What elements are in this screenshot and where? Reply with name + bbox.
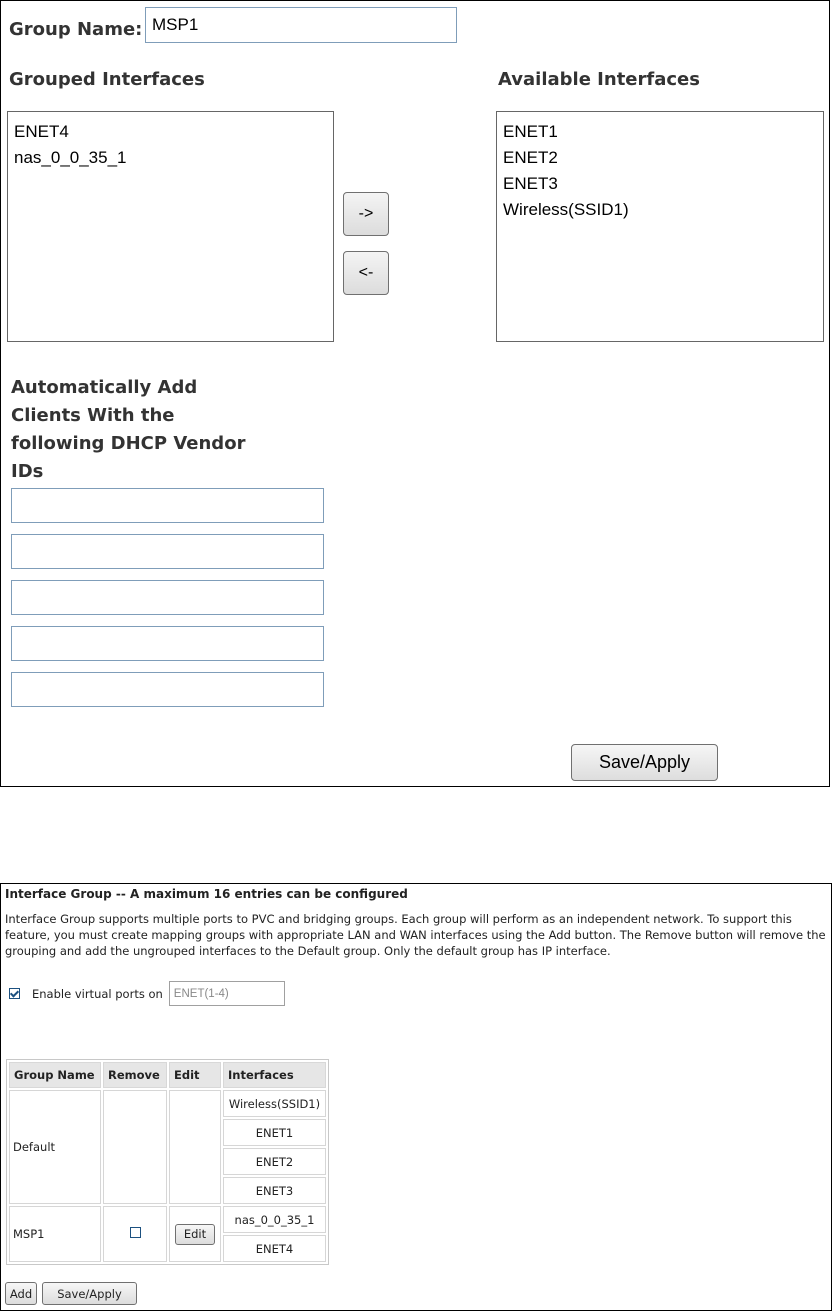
group-name-label: Group Name: xyxy=(9,19,143,40)
available-interfaces-heading: Available Interfaces xyxy=(498,69,700,90)
list-item[interactable]: ENET4 xyxy=(14,122,69,141)
interface-cell: nas_0_0_35_1 xyxy=(223,1206,326,1233)
move-right-button[interactable]: -> xyxy=(343,192,389,236)
interface-cell: ENET2 xyxy=(223,1148,326,1175)
virtual-ports-row xyxy=(9,981,285,1006)
edit-button[interactable]: Edit xyxy=(175,1224,215,1245)
group-name-input[interactable] xyxy=(145,7,457,43)
interface-cell: ENET1 xyxy=(223,1119,326,1146)
group-name-cell: Default xyxy=(9,1090,101,1204)
virtual-ports-input[interactable] xyxy=(169,981,285,1006)
group-name-cell: MSP1 xyxy=(9,1206,101,1262)
list-item[interactable]: ENET3 xyxy=(503,174,558,193)
column-header: Remove xyxy=(103,1062,167,1088)
column-header: Interfaces xyxy=(223,1062,326,1088)
edit-cell xyxy=(169,1090,221,1204)
add-button[interactable]: Add xyxy=(5,1282,37,1305)
vendor-id-input[interactable] xyxy=(11,488,324,523)
interface-cell: Wireless(SSID1) xyxy=(223,1090,326,1117)
vendor-id-input[interactable] xyxy=(11,626,324,661)
virtual-ports-label: Enable virtual ports on xyxy=(32,986,163,1001)
list-item[interactable]: nas_0_0_35_1 xyxy=(14,148,127,167)
edit-cell xyxy=(169,1206,221,1262)
save-apply-button[interactable]: Save/Apply xyxy=(571,744,718,781)
grouped-interfaces-list[interactable] xyxy=(7,111,334,342)
remove-cell xyxy=(103,1090,167,1204)
interface-group-panel xyxy=(0,883,832,1311)
table-header-row xyxy=(9,1062,326,1088)
grouped-interfaces-heading: Grouped Interfaces xyxy=(9,69,205,90)
interface-cell: ENET4 xyxy=(223,1235,326,1262)
column-header: Group Name xyxy=(9,1062,101,1088)
page-description: Interface Group supports multiple ports to PVC and bridging groups. Each group will perform as an independent network. To support this feature, you must create mapping groups with appropriate LAN and WAN interfaces using the Add button. The Remove button will remove the grouping and add the ungrouped interfaces to the Default group. Only the default group has IP interface. xyxy=(5,912,826,958)
remove-cell xyxy=(103,1206,167,1262)
vendor-id-input[interactable] xyxy=(11,672,324,707)
table-row xyxy=(9,1206,326,1233)
remove-checkbox[interactable] xyxy=(130,1227,141,1238)
save-apply-button-bottom[interactable]: Save/Apply xyxy=(42,1282,137,1305)
vendor-id-input[interactable] xyxy=(11,580,324,615)
dhcp-vendor-ids-label: Automatically Add Clients With the following DHCP Vendor IDs xyxy=(11,377,246,482)
list-item[interactable]: Wireless(SSID1) xyxy=(503,200,629,219)
list-item[interactable]: ENET2 xyxy=(503,148,558,167)
virtual-ports-checkbox[interactable] xyxy=(9,988,20,999)
page-title: Interface Group -- A maximum 16 entries can be configured xyxy=(5,887,408,901)
vendor-id-input[interactable] xyxy=(11,534,324,569)
column-header: Edit xyxy=(169,1062,221,1088)
list-item[interactable]: ENET1 xyxy=(503,122,558,141)
table-row xyxy=(9,1090,326,1117)
move-left-button[interactable]: <- xyxy=(343,251,389,295)
interface-cell: ENET3 xyxy=(223,1177,326,1204)
interface-group-table xyxy=(6,1059,329,1265)
available-interfaces-list[interactable] xyxy=(496,111,824,342)
